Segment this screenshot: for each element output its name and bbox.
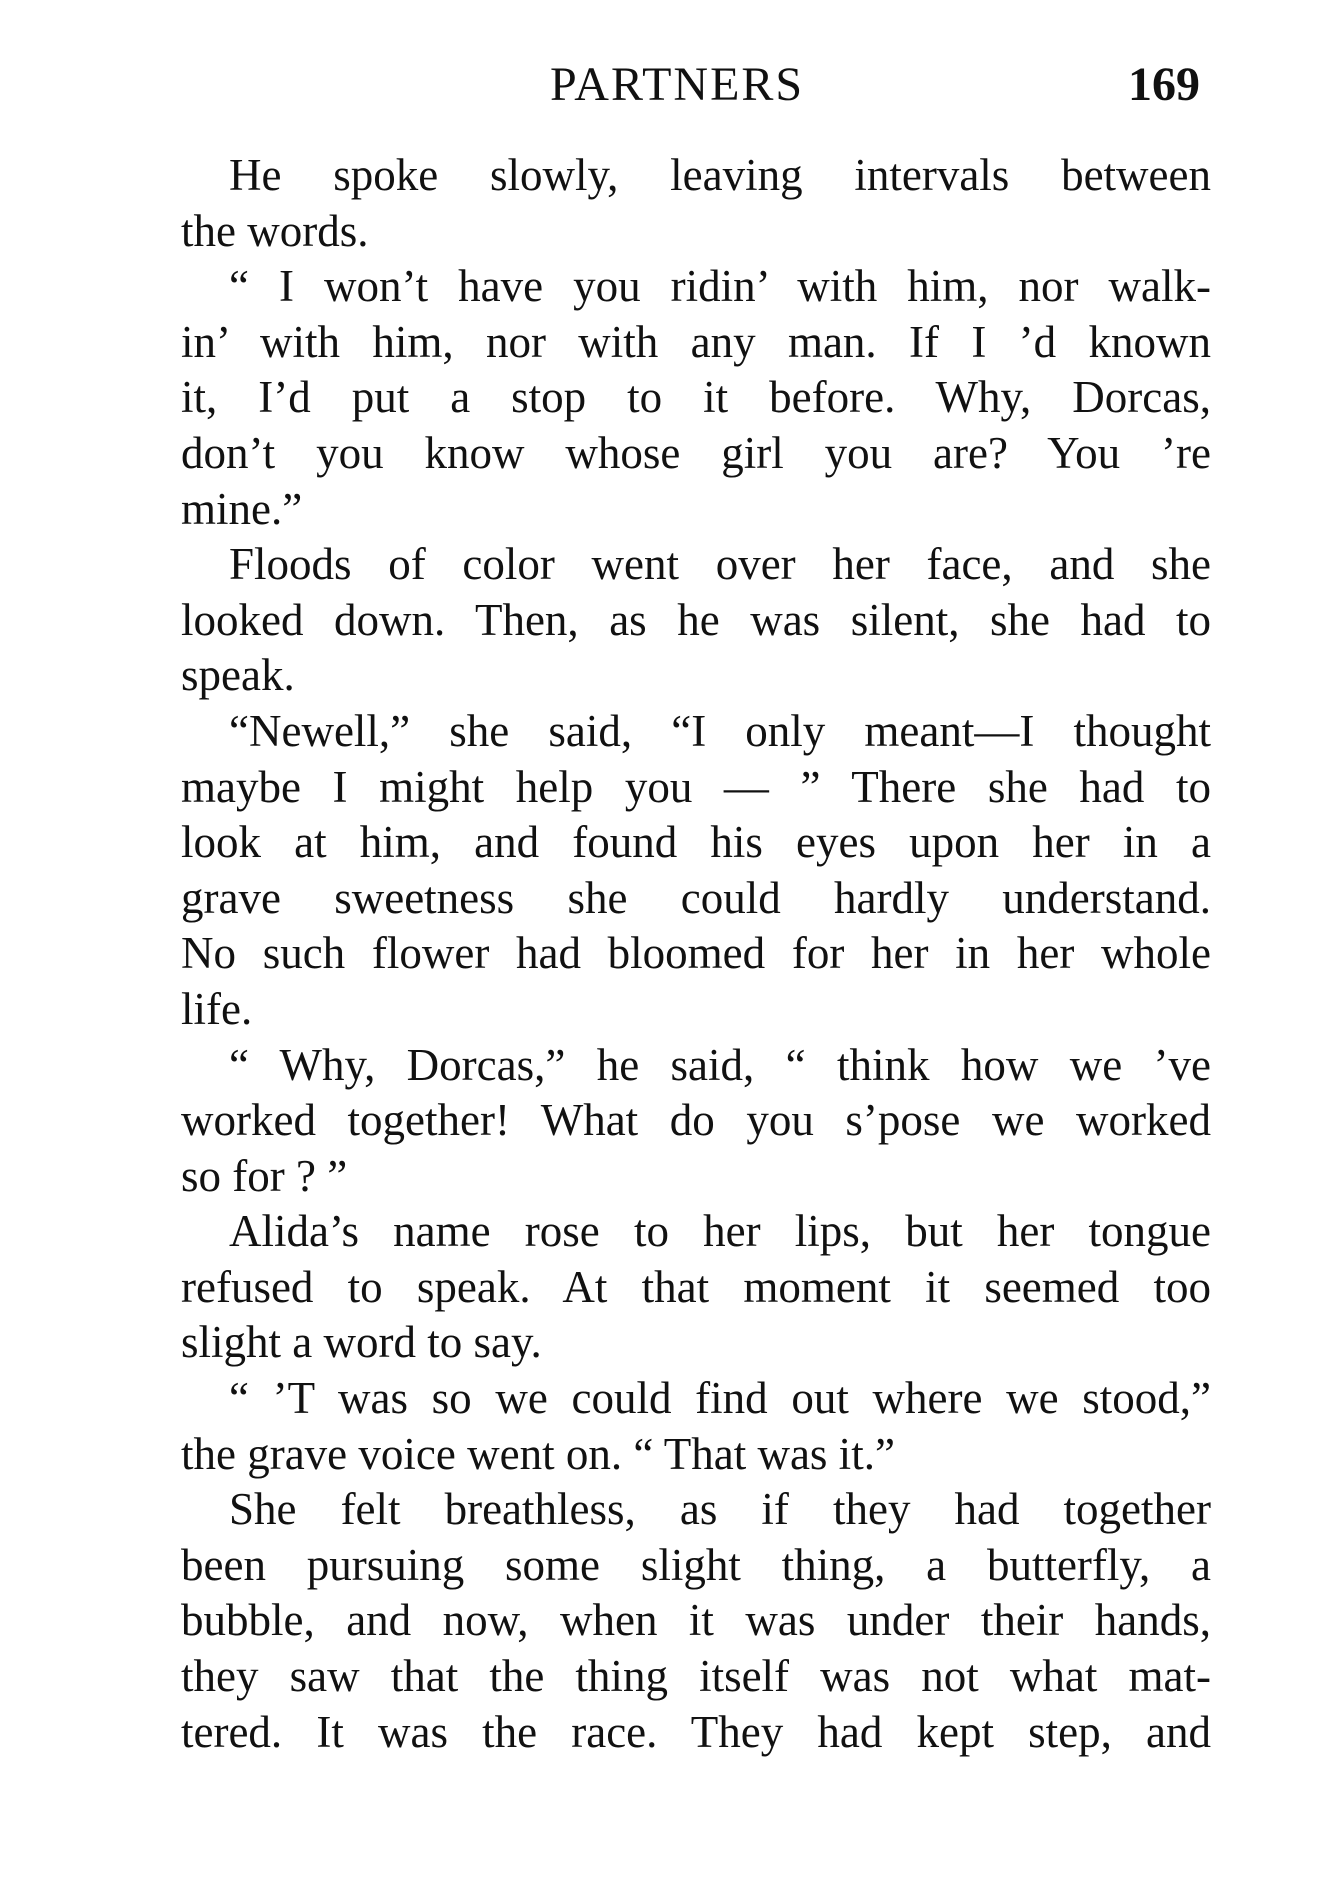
text-line: “ ’T was so we could find out where we stood,” [229,1373,1211,1424]
text-line: grave sweetness she could hardly understand. [181,872,1211,923]
text-line: been pursuing some slight thing, a butterfly, a [181,1539,1211,1590]
running-head [180,50,1210,120]
text-line: Alida’s name rose to her lips, but her tongue [229,1206,1211,1257]
text-line: bubble, and now, when it was under their hands, [181,1595,1211,1646]
text-line: “Newell,” she said, “I only meant—I thought [229,705,1211,756]
text-line: “ Why, Dorcas,” he said, “ think how we ’ve [229,1039,1211,1090]
body-text [181,148,1211,1760]
text-line: worked together! What do you s’pose we worked [181,1095,1211,1146]
text-line: slight a word to say. [181,1317,542,1368]
text-line: it, I’d put a stop to it before. Why, Dorcas, [181,372,1211,423]
text-line: maybe I might help you — ” There she had to [181,761,1211,812]
running-head-title: PARTNERS [550,58,805,111]
text-line: the words. [181,205,369,256]
text-line: so for ? ” [181,1150,348,1201]
text-line: No such flower had bloomed for her in her whole [181,928,1211,979]
text-line: they saw that the thing itself was not what mat- [181,1651,1211,1702]
text-line: life. [181,983,253,1034]
text-line: in’ with him, nor with any man. If I ’d known [181,316,1211,367]
text-line: don’t you know whose girl you are? You ’re [181,427,1211,478]
text-line: She felt breathless, as if they had together [229,1484,1211,1535]
text-line: speak. [181,650,295,701]
text-line: looked down. Then, as he was silent, she had to [181,594,1211,645]
text-line: mine.” [181,483,303,534]
text-line: refused to speak. At that moment it seemed too [181,1261,1211,1312]
text-line: tered. It was the race. They had kept step, and [181,1706,1211,1757]
text-line: look at him, and found his eyes upon her in a [181,817,1211,868]
text-line: the grave voice went on. “ That was it.” [181,1428,895,1479]
text-line: Floods of color went over her face, and she [229,539,1211,590]
text-line: “ I won’t have you ridin’ with him, nor walk- [229,261,1211,312]
page-number: 169 [1128,58,1200,111]
text-line: He spoke slowly, leaving intervals between [229,150,1211,200]
